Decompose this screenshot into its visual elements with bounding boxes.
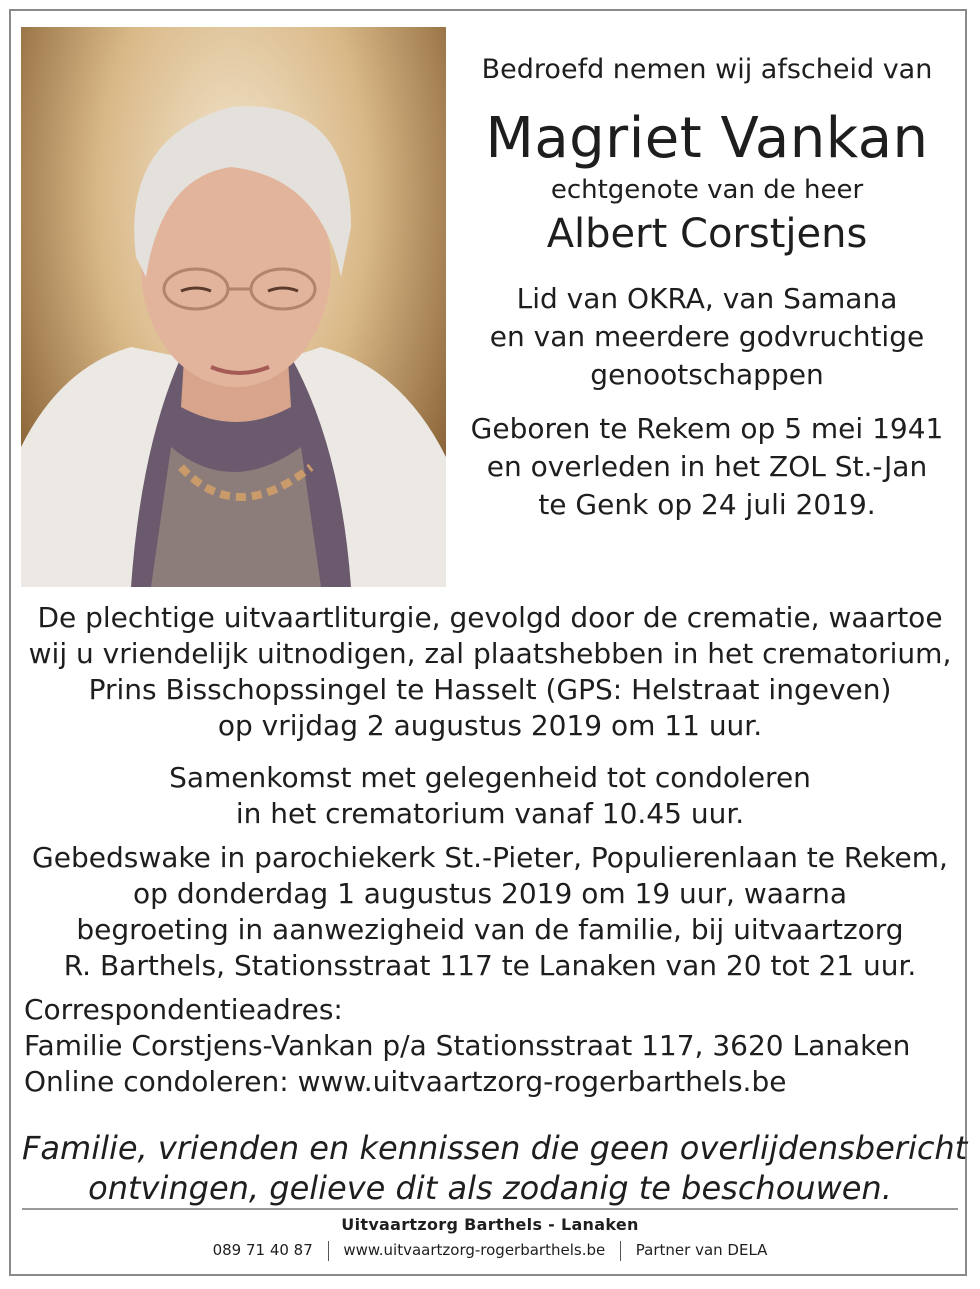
wake-line: op donderdag 1 augustus 2019 om 19 uur, waarna bbox=[133, 877, 847, 910]
closing-line: ontvingen, gelieve dit als zodanig te beschouwen. bbox=[88, 1169, 892, 1207]
spouse-label: echtgenote van de heer bbox=[550, 175, 864, 205]
header-block bbox=[452, 40, 962, 524]
membership-line: Lid van OKRA, van Samana bbox=[516, 282, 898, 315]
footer bbox=[22, 1214, 958, 1261]
portrait-illustration bbox=[21, 27, 446, 587]
correspondence-label: Correspondentieadres: bbox=[24, 993, 343, 1026]
funeral-info bbox=[22, 600, 958, 744]
portrait-photo bbox=[21, 27, 446, 587]
footer-separator bbox=[620, 1241, 621, 1261]
footer-partner: Partner van DELA bbox=[635, 1241, 768, 1259]
spouse-name: Albert Corstjens bbox=[546, 211, 868, 257]
wake-line: R. Barthels, Stationsstraat 117 te Lanaken van 20 tot 21 uur. bbox=[63, 949, 917, 982]
details-block bbox=[22, 600, 968, 1208]
membership-line: en van meerdere godvruchtige bbox=[489, 320, 925, 353]
correspondence-address: Familie Corstjens-Vankan p/a Stationsstraat 117, 3620 Lanaken bbox=[24, 1029, 911, 1062]
membership-line: genootschappen bbox=[590, 358, 824, 391]
footer-phone[interactable]: 089 71 40 87 bbox=[212, 1241, 313, 1259]
funeral-line: Prins Bisschopssingel te Hasselt (GPS: Helstraat ingeven) bbox=[88, 673, 892, 706]
footer-divider bbox=[22, 1208, 958, 1210]
membership-text bbox=[452, 280, 962, 394]
wake-line: Gebedswake in parochiekerk St.-Pieter, Populierenlaan te Rekem, bbox=[32, 841, 948, 874]
dates-line: te Genk op 24 juli 2019. bbox=[538, 488, 876, 521]
online-condolence-link[interactable]: Online condoleren: www.uitvaartzorg-rogerbarthels.be bbox=[24, 1065, 787, 1098]
funeral-line: op vrijdag 2 augustus 2019 om 11 uur. bbox=[217, 709, 763, 742]
wake-line: begroeting in aanwezigheid van de familie, bij uitvaartzorg bbox=[76, 913, 904, 946]
life-dates bbox=[452, 410, 962, 524]
gathering-line: in het crematorium vanaf 10.45 uur. bbox=[235, 797, 745, 830]
funeral-line: De plechtige uitvaartliturgie, gevolgd door de crematie, waartoe bbox=[37, 601, 943, 634]
correspondence-info bbox=[22, 992, 958, 1100]
footer-contacts bbox=[22, 1239, 958, 1261]
deceased-name: Magriet Vankan bbox=[485, 106, 929, 171]
funeral-line: wij u vriendelijk uitnodigen, zal plaatshebben in het crematorium, bbox=[28, 637, 952, 670]
closing-statement bbox=[22, 1128, 968, 1208]
wake-info bbox=[22, 840, 958, 984]
footer-website-link[interactable]: www.uitvaartzorg-rogerbarthels.be bbox=[343, 1241, 606, 1259]
footer-separator bbox=[328, 1241, 329, 1261]
intro-text: Bedroefd nemen wij afscheid van bbox=[481, 54, 933, 85]
dates-line: en overleden in het ZOL St.-Jan bbox=[486, 450, 928, 483]
footer-title: Uitvaartzorg Barthels - Lanaken bbox=[341, 1215, 639, 1234]
gathering-info bbox=[22, 760, 958, 832]
dates-line: Geboren te Rekem op 5 mei 1941 bbox=[470, 412, 944, 445]
closing-line: Familie, vrienden en kennissen die geen overlijdensbericht bbox=[22, 1129, 968, 1167]
gathering-line: Samenkomst met gelegenheid tot condoleren bbox=[169, 761, 811, 794]
